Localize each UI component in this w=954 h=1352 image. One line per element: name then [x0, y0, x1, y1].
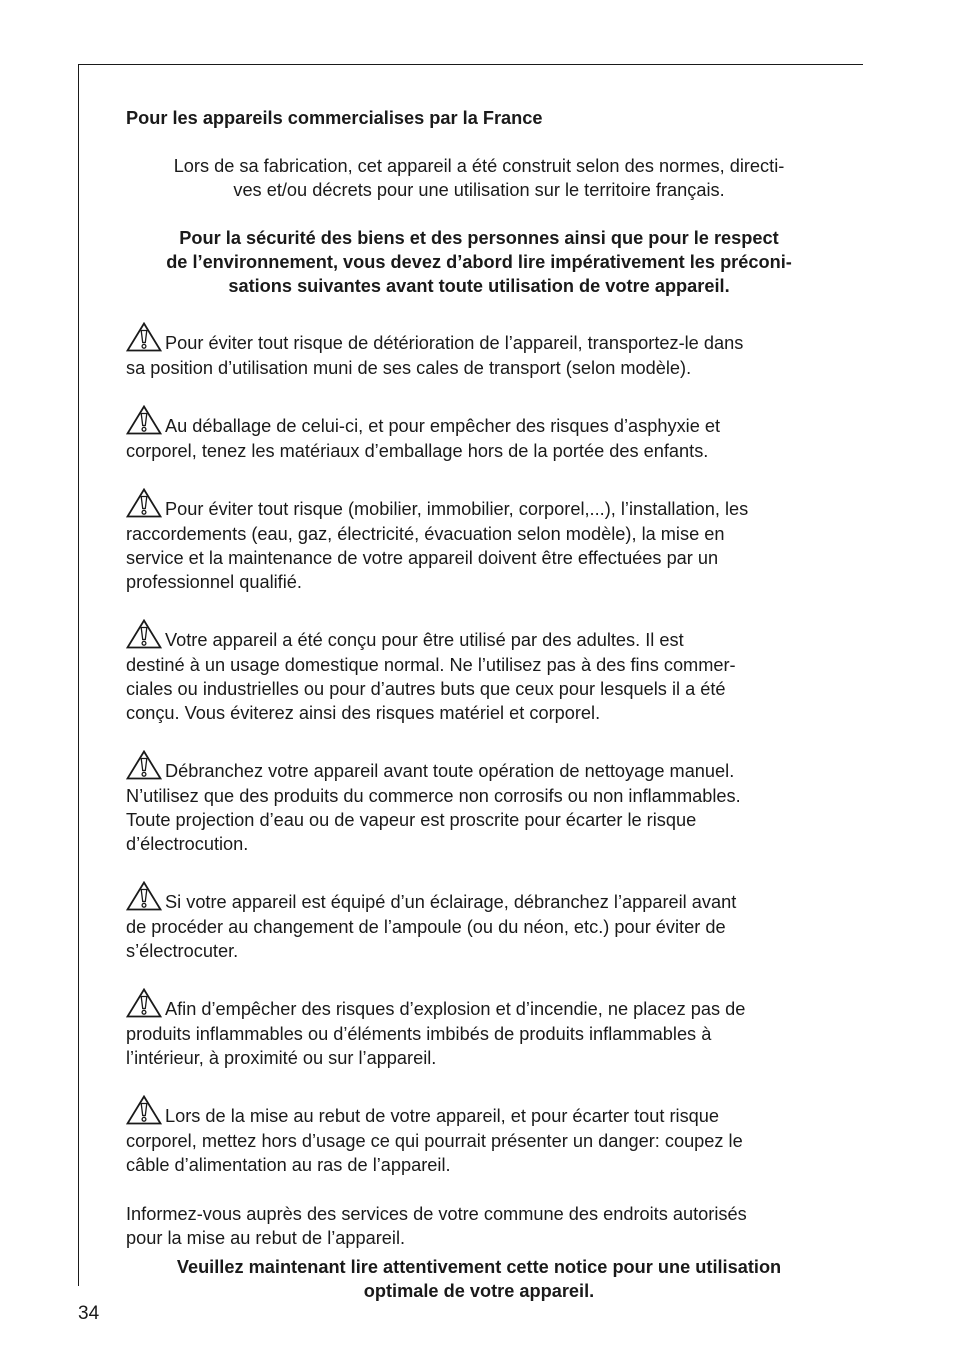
warning-text: câble d’alimentation au ras de l’appareil. — [126, 1155, 451, 1175]
warnings-list — [126, 322, 832, 1177]
safety-notice-line: de l’environnement, vous devez d’abord lire impérativement les préconi- — [166, 252, 792, 272]
intro-paragraph — [126, 154, 832, 202]
warning-triangle-icon — [126, 881, 162, 911]
warning-triangle-icon — [126, 1095, 162, 1125]
warning-line — [126, 677, 832, 701]
warning-line — [126, 1095, 832, 1129]
warning-line — [126, 939, 832, 963]
warning-text: corporel, mettez hors d’usage ce qui pourrait présenter un danger: coupez le — [126, 1131, 743, 1151]
page-content — [126, 106, 832, 1303]
warning-line — [126, 832, 832, 856]
closing-line: Veuillez maintenant lire attentivement cette notice pour une utilisation — [176, 1257, 782, 1277]
warning-text: conçu. Vous éviterez ainsi des risques matériel et corporel. — [126, 703, 601, 723]
warning-text: ciales ou industrielles ou pour d’autres buts que ceux pour lesquels il a été — [126, 679, 726, 699]
warning-paragraph — [126, 881, 832, 963]
warning-line — [126, 570, 832, 594]
safety-notice — [126, 226, 832, 298]
warning-text: Débranchez votre appareil avant toute opération de nettoyage manuel. — [165, 761, 735, 781]
warning-text: Si votre appareil est équipé d’un éclairage, débranchez l’appareil avant — [165, 892, 737, 912]
warning-line — [126, 808, 832, 832]
warning-text: Lors de la mise au rebut de votre appareil, et pour écarter tout risque — [165, 1106, 720, 1126]
warning-line — [126, 439, 832, 463]
warning-text: raccordements (eau, gaz, électricité, évacuation selon modèle), la mise en — [126, 524, 725, 544]
page-heading: Pour les appareils commercialises par la France — [126, 108, 543, 128]
warning-line — [126, 988, 832, 1022]
warning-line — [126, 750, 832, 784]
left-rule — [78, 64, 79, 1286]
warning-triangle-icon — [126, 488, 162, 518]
disposal-info-line: Informez-vous auprès des services de votre commune des endroits autorisés — [126, 1204, 747, 1224]
warning-paragraph — [126, 619, 832, 725]
warning-text: destiné à un usage domestique normal. Ne l’utilisez pas à des fins commer- — [126, 655, 736, 675]
warning-line — [126, 522, 832, 546]
warning-text: s’électrocuter. — [126, 941, 239, 961]
intro-line: Lors de sa fabrication, cet appareil a été construit selon des normes, directi- — [173, 156, 785, 176]
warning-text: de procéder au changement de l’ampoule (ou du néon, etc.) pour éviter de — [126, 917, 726, 937]
warning-triangle-icon — [126, 988, 162, 1018]
warning-paragraph — [126, 988, 832, 1070]
warning-triangle-icon — [126, 322, 162, 352]
warning-triangle-icon — [126, 750, 162, 780]
warning-line — [126, 1046, 832, 1070]
safety-notice-line: sations suivantes avant toute utilisation de votre appareil. — [228, 276, 730, 296]
disposal-info-line: pour la mise au rebut de l’appareil. — [126, 1228, 406, 1248]
warning-line — [126, 322, 832, 356]
warning-text: Au déballage de celui-ci, et pour empêcher des risques d’asphyxie et — [165, 416, 721, 436]
closing-notice — [126, 1255, 832, 1303]
warning-line — [126, 619, 832, 653]
warning-line — [126, 1129, 832, 1153]
warning-line — [126, 1153, 832, 1177]
warning-line — [126, 881, 832, 915]
warning-paragraph — [126, 405, 832, 463]
warning-line — [126, 653, 832, 677]
warning-line — [126, 1022, 832, 1046]
page-number: 34 — [78, 1303, 100, 1324]
warning-text: Pour éviter tout risque de détérioration de l’appareil, transportez-le dans — [165, 333, 744, 353]
warning-text: Votre appareil a été conçu pour être utilisé par des adultes. Il est — [165, 630, 684, 650]
warning-triangle-icon — [126, 619, 162, 649]
top-rule — [78, 64, 863, 65]
warning-line — [126, 356, 832, 380]
warning-paragraph — [126, 750, 832, 856]
safety-notice-line: Pour la sécurité des biens et des personnes ainsi que pour le respect — [179, 228, 779, 248]
warning-text: Afin d’empêcher des risques d’explosion et d’incendie, ne placez pas de — [165, 999, 746, 1019]
warning-paragraph — [126, 322, 832, 380]
warning-line — [126, 915, 832, 939]
warning-paragraph — [126, 488, 832, 594]
warning-text: corporel, tenez les matériaux d’emballage hors de la portée des enfants. — [126, 441, 709, 461]
warning-text: produits inflammables ou d’éléments imbibés de produits inflammables à — [126, 1024, 712, 1044]
warning-line — [126, 701, 832, 725]
warning-line — [126, 546, 832, 570]
warning-triangle-icon — [126, 405, 162, 435]
disposal-info — [126, 1202, 832, 1250]
warning-text: l’intérieur, à proximité ou sur l’appareil. — [126, 1048, 437, 1068]
warning-text: Toute projection d’eau ou de vapeur est proscrite pour écarter le risque — [126, 810, 697, 830]
warning-line — [126, 784, 832, 808]
warning-text: d’électrocution. — [126, 834, 249, 854]
warning-text: Pour éviter tout risque (mobilier, immobilier, corporel,...), l’installation, les — [165, 499, 749, 519]
warning-line — [126, 405, 832, 439]
intro-line: ves et/ou décrets pour une utilisation sur le territoire français. — [233, 180, 725, 200]
warning-text: professionnel qualifié. — [126, 572, 302, 592]
warning-paragraph — [126, 1095, 832, 1177]
warning-text: service et la maintenance de votre appareil doivent être effectuées par un — [126, 548, 719, 568]
warning-text: sa position d’utilisation muni de ses cales de transport (selon modèle). — [126, 358, 692, 378]
closing-line: optimale de votre appareil. — [363, 1281, 595, 1301]
warning-line — [126, 488, 832, 522]
warning-text: N’utilisez que des produits du commerce non corrosifs ou non inflammables. — [126, 786, 741, 806]
